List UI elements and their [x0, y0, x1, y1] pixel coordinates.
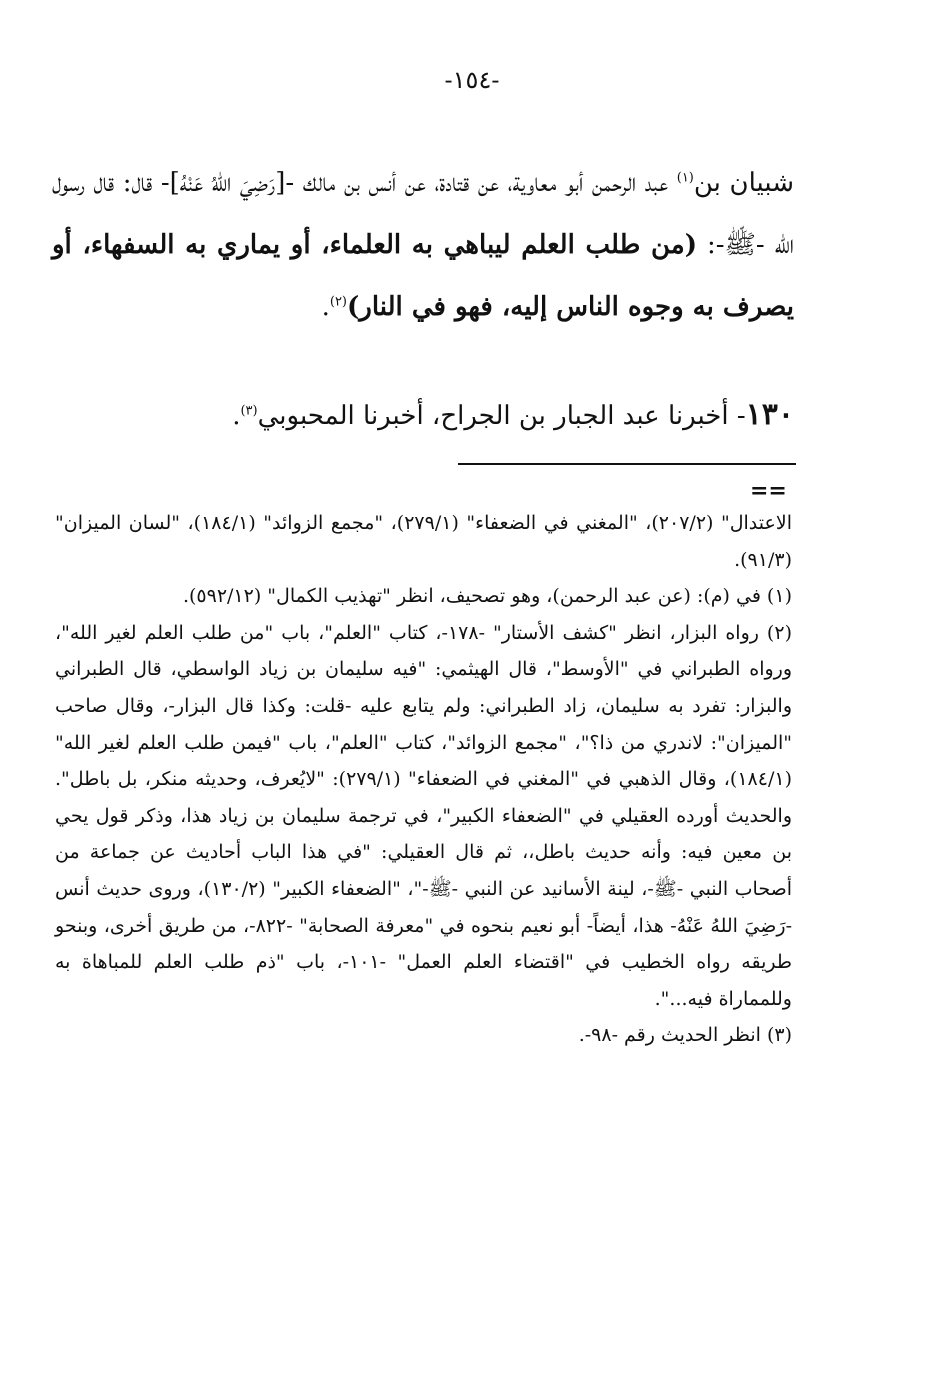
- hadith-130-line: [52, 390, 794, 441]
- footnote-ref-1: (١): [676, 170, 694, 186]
- continuation-mark: ==: [750, 478, 787, 504]
- main-text: [52, 152, 794, 338]
- footnotes: [55, 505, 792, 1054]
- hadith-quote: (من طلب العلم ليباهي به العلماء، أو يماري به السفهاء، أو يصرف به وجوه الناس إليه، فهو في النار): [52, 230, 794, 322]
- footnote-separator: [458, 463, 796, 465]
- footnote-ref-2: (٢): [329, 294, 347, 310]
- footnote-continuation: الاعتدال" (٢٠٧/٢)، "المغني في الضعفاء" (٢٧٩/١)، "مجمع الزوائد" (١٨٤/١)، "لسان الميزان" (٩١/٣).: [55, 512, 792, 571]
- quote-end: .: [321, 292, 330, 322]
- hadith-number: ١٣٠: [745, 397, 794, 432]
- isnad-rest: عبد الرحمن أبو معاوية، عن قتادة، عن أنس بن مالك -[رَضِيَ اللهُ عَنْهُ]- قال: قال رسول الله -ﷺ-:: [52, 168, 794, 260]
- hadith-130-text: - أخبرنا عبد الجبار بن الجراح، أخبرنا المحبوبي: [257, 401, 746, 431]
- footnote-ref-3: (٣): [240, 403, 258, 419]
- page-number: -١٥٤-: [444, 66, 500, 94]
- isnad-start: شبيان بن: [693, 168, 794, 198]
- hadith-130-end: .: [232, 401, 241, 431]
- footnote-3: (٣) انظر الحديث رقم -٩٨-.: [578, 1024, 792, 1047]
- hadith-129-text: [52, 152, 794, 338]
- footnote-2: (٢) رواه البزار، انظر "كشف الأستار" -١٧٨-، كتاب "العلم"، باب "من طلب العلم لغير الله"، ورواه الطبراني في "الأوسط"، قال الهيثمي: "فيه سليمان بن زياد الواسطي، قال الطبراني والبزار: تفرد به سليمان، زاد الطبراني: ولم يتابع عليه -قلت: وكذا قال البزار-، وقال صاحب "الميزان": لاندري من ذا؟"، "مجمع الزوائد"، كتاب "العلم"، باب "فيمن طلب العلم لغير الله" (١٨٤/١)، وقال الذهبي في "المغني في الضعفاء" (٢٧٩/١): "لايُعرف، وحديثه منكر، بل باطل". والحديث أورده العقيلي في "الضعفاء الكبير"، في ترجمة سليمان بن زياد هذا، وذكر قول يحي بن معين فيه: وأنه حديث باطل،، ثم قال العقيلي: "في هذا الباب أحاديث عن جماعة من أصحاب النبي -ﷺ-، لينة الأسانيد عن النبي -ﷺ-"، "الضعفاء الكبير" (١٣٠/٢)، وروى حديث أنس -رَضِيَ اللهُ عَنْهُ- هذا، أيضاً- أبو نعيم بنحوه في "معرفة الصحابة" -٨٢٢-، من طريق أخرى، وبنحو طريقه رواه الخطيب في "اقتضاء العلم العمل" -١٠١-، باب "ذم طلب العلم للمباهاة به وللمماراة فيه...".: [55, 621, 793, 1010]
- footnote-1: (١) في (م): (عن عبد الرحمن)، وهو تصحيف، انظر "تهذيب الكمال" (٥٩٢/١٢).: [182, 585, 792, 608]
